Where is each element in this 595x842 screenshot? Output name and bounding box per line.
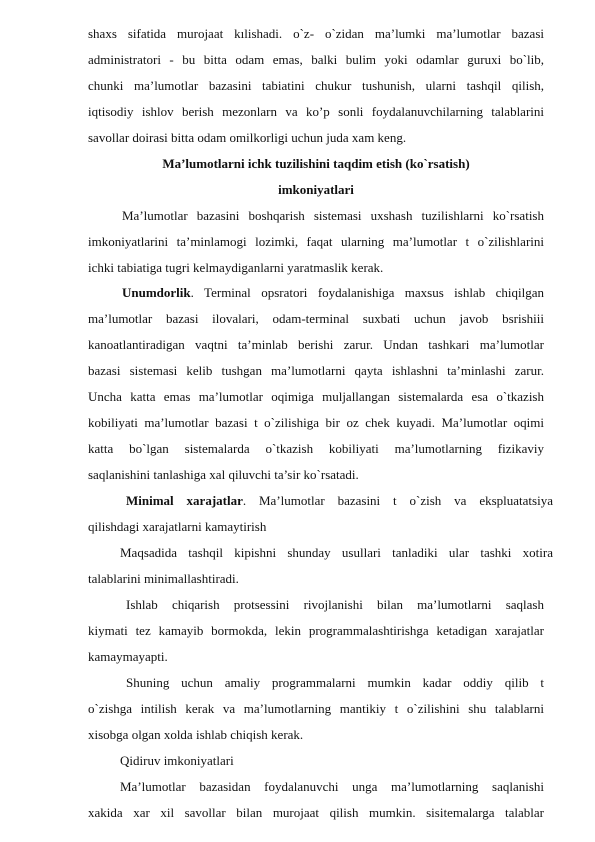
bold-term: Minimal xarajatlar — [126, 493, 243, 508]
text-line — [88, 78, 544, 94]
line-text: chunki ma’lumotlar bazasini tabiatini chukur tushunish, ularni tashqil qilish, — [88, 78, 544, 93]
text-line — [120, 545, 553, 561]
text-line — [88, 623, 544, 639]
line-text: Ma’lumotlarni ichk tuzilishini taqdim etish (ko`rsatish) — [162, 156, 470, 171]
line-text: Ma’lumotlar bazasini boshqarish sistemasi uxshash tuzilishlarni ko`rsatish — [122, 208, 544, 223]
section-heading — [88, 156, 544, 172]
text-line — [88, 805, 544, 821]
line-text: xakida xar xil savollar bilan murojaat qilish mumkin. sisitemalarga talablar — [88, 805, 544, 820]
line-text: imkoniyatlari — [278, 182, 354, 197]
text-line — [88, 519, 553, 535]
text-line — [122, 208, 544, 224]
line-text: . Ma’lumotlar bazasini t o`zish va ekspluatatsiya — [242, 493, 553, 508]
bold-term: Unumdorlik — [122, 285, 191, 300]
text-line — [88, 727, 544, 743]
text-line — [88, 104, 544, 120]
text-line — [126, 597, 544, 613]
text-line — [126, 493, 553, 509]
line-text: Uncha katta emas ma’lumotlar oqimiga muljallangan sistemalarda esa o`tkazish — [88, 389, 544, 404]
text-line — [88, 571, 553, 587]
line-text: shaxs sifatida murojaat kılishadi. o`z- o`zidan ma’lumki ma’lumotlar bazasi — [88, 26, 544, 41]
line-text: o`zishga intilish kerak va ma’lumotlarning mantikiy t o`zilishini shu talablarni — [88, 701, 544, 716]
text-line — [88, 234, 544, 250]
line-text: Qidiruv imkoniyatlari — [120, 753, 234, 768]
line-text: katta bo`lgan sistemalarda o`tkazish kobiliyati ma’lumotlarning fizikaviy — [88, 441, 544, 456]
line-text: administratori - bu bitta odam emas, balki bulim yoki odamlar guruxi bo`lib, — [88, 52, 544, 67]
line-text: Shuning uchun amaliy programmalarni mumkin kadar oddiy qilib t — [126, 675, 544, 690]
text-line — [88, 441, 544, 457]
text-line — [88, 337, 544, 353]
line-text: ichki tabiatiga tugri kelmaydiganlarni yaratmaslik kerak. — [88, 260, 384, 275]
text-line — [88, 363, 544, 379]
line-text: kanoatlantiradigan vaqtni ta’minlab berishi zarur. Undan tashkari ma’lumotlar — [88, 337, 544, 352]
text-line — [88, 26, 544, 42]
text-line — [120, 753, 544, 769]
section-heading — [88, 182, 544, 198]
text-line — [88, 701, 544, 717]
line-text: imkoniyatlarini ta’minlamogi lozimki, faqat ularning ma’lumotlar t o`zilishlarini — [88, 234, 544, 249]
line-text: ma’lumotlar bazasi ilovalari, odam-terminal suxbati uchun javob bsrishiii — [88, 311, 544, 326]
text-line — [88, 260, 544, 276]
text-line — [122, 285, 544, 301]
text-line — [88, 649, 544, 665]
text-line — [88, 311, 544, 327]
text-line — [88, 467, 544, 483]
line-text: . Terminal opsratori foydalanishiga maxsus ishlab chiqilgan — [190, 285, 544, 300]
line-text: qilishdagi xarajatlarni kamaytirish — [88, 519, 267, 534]
line-text: iqtisodiy ishlov berish mezonlarn va ko’p sonli foydalanuvchilarning talablarini — [88, 104, 544, 119]
line-text: saqlanishini tanlashiga xal qiluvchi ta’sir ko`rsatadi. — [88, 467, 359, 482]
line-text: kamaymayapti. — [88, 649, 168, 664]
line-text: Ishlab chiqarish protsessini rivojlanishi bilan ma’lumotlarni saqlash — [126, 597, 544, 612]
line-text: talablarini minimallashtiradi. — [88, 571, 239, 586]
text-line — [126, 675, 544, 691]
text-line — [88, 415, 544, 431]
text-line — [88, 389, 544, 405]
text-line — [88, 130, 544, 146]
line-text: Ma’lumotlar bazasidan foydalanuvchi unga ma’lumotlarning saqlanishi — [120, 779, 544, 794]
line-text: Maqsadida tashqil kipishni shunday usullari tanladiki ular tashki xotira — [120, 545, 553, 560]
line-text: kobiliyati ma’lumotlar bazasi t o`zilishiga bir oz chek kuyadi. Ma’lumotlar oqimi — [88, 415, 544, 430]
line-text: xisobga olgan xolda ishlab chiqish kerak. — [88, 727, 304, 742]
line-text: kiymati tez kamayib bormokda, lekin programmalashtirishga ketadigan xarajatlar — [88, 623, 544, 638]
line-text: bazasi sistemasi kelib tushgan ma’lumotlarni qayta ishlashni ta’minlashi zarur. — [88, 363, 544, 378]
line-text: savollar doirasi bitta odam omilkorligi uchun juda xam keng. — [88, 130, 407, 145]
text-line — [120, 779, 544, 795]
text-line — [88, 52, 544, 68]
